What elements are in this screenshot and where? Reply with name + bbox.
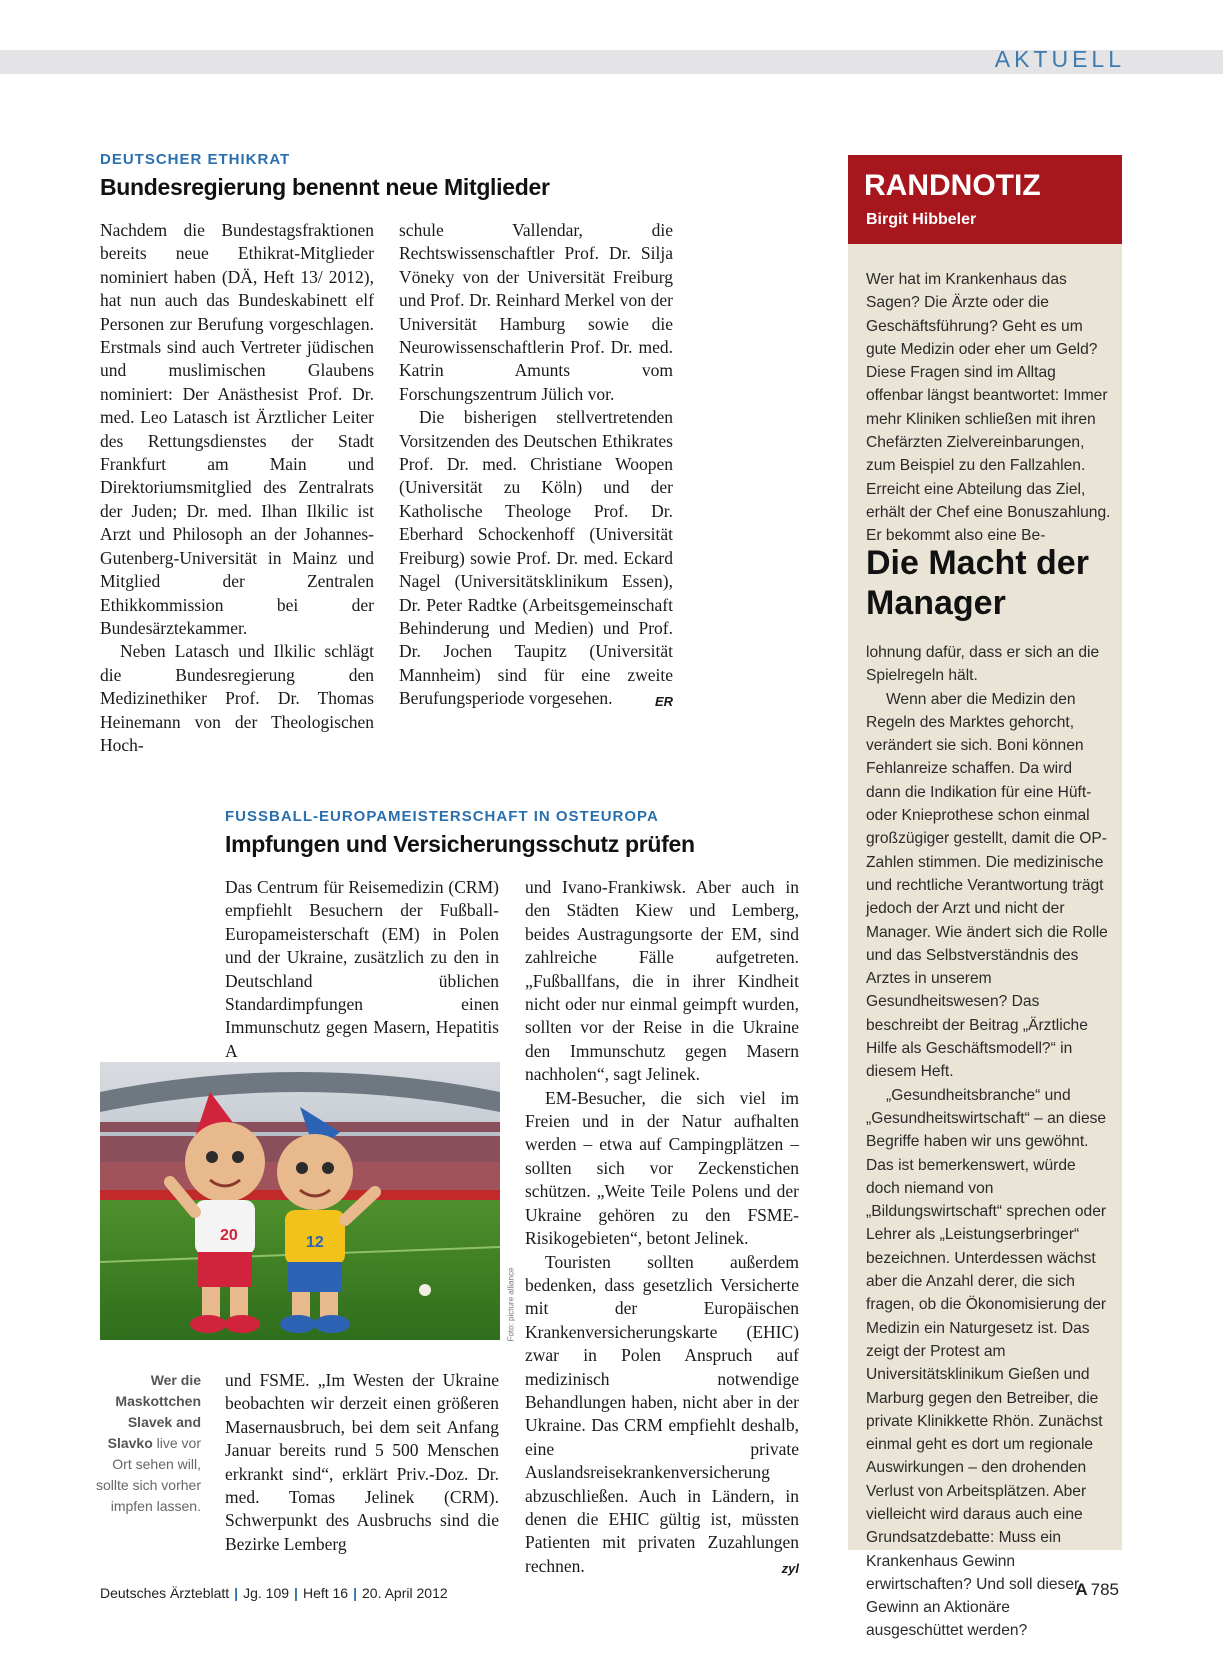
- sidebar-intro: [866, 268, 1111, 548]
- caption-text: live vor Ort sehen will, sollte sich vorher impfen lassen.: [95, 1435, 201, 1514]
- article1-column1: [100, 219, 374, 757]
- page-number: [1075, 1580, 1119, 1600]
- page-number-value: 785: [1090, 1580, 1119, 1599]
- journal-issue: Heft 16: [302, 1585, 349, 1601]
- article2-paragraph: und Ivano-Frankiwsk. Aber auch in den Städten Kiew und Lemberg, beides Austragungsorte der EM, sind zahlreiche Fälle aufgetreten. „Fußballfans, die in ihrer Kindheit nicht oder nur einmal geimpft wurden, sollten vor der Reise in die Ukraine den Immunschutz gegen Masern nachholen“, sagt Jelinek.: [525, 877, 799, 1085]
- article2-paragraph: EM-Besucher, die sich viel im Freien und in der Natur aufhalten werden – etwa auf Campingplätzen – sollten sich vor Zeckenstichen schützen. „Weite Teile Polens und der Ukraine gehören zu den FSME-Risikogebieten“, betont Jelinek.: [525, 1087, 799, 1249]
- mascots-photo: [100, 1062, 500, 1340]
- article1-headline: Bundesregierung benennt neue Mitglieder: [100, 174, 550, 200]
- journal-volume: Jg. 109: [243, 1585, 290, 1601]
- jersey-right-number: 12: [306, 1234, 324, 1251]
- journal-name: Deutsches Ärzteblatt: [100, 1585, 230, 1601]
- jersey-left-number: 20: [220, 1227, 238, 1244]
- section-label: AKTUELL: [994, 46, 1125, 72]
- article2-paragraph: und FSME. „Im Westen der Ukraine beobachten wir derzeit einen größeren Masernausbruch, bei dem seit Anfang Januar bereits rund 5 500 Menschen erkrankt sind“, erklärt Priv.-Doz. Dr. med. Tomas Jelinek (CRM). Schwerpunkt des Ausbruchs sind die Bezirke Lemberg: [225, 1370, 499, 1554]
- stadium-image: [100, 1062, 500, 1340]
- article2-headline: Impfungen und Versicherungsschutz prüfen: [225, 831, 695, 857]
- article1-paragraph: Nachdem die Bundestagsfraktionen bereits neue Ethikrat-Mitglieder nominiert haben (DÄ, Heft 13/ 2012), hat nun auch das Bundeskabinett elf Personen zur Berufung vorgeschlagen. Erstmals sind auch Vertreter jüdischen und muslimischen Glaubens nominiert: Der Anästhesist Prof. Dr. med. Leo Latasch ist Ärztlicher Leiter des Rettungsdienstes der Stadt Frankfurt am Main und Direktoriumsmitglied des Zentralrats der Juden; Dr. med. Ilhan Ilkilic ist Arzt und Philosoph an der Johannes-Gutenberg-Universität in Mainz und Mitglied der Zentralen Ethikkommission bei der Bundesärztekammer.: [100, 220, 374, 638]
- sidebar-paragraph: „Gesundheitsbranche“ und „Gesundheitswirtschaft“ – an diese Begriffe haben wir uns gewöhnt. Das ist bemerkenswert, würde doch niemand von „Bildungswirtschaft“ sprechen oder Lehrer als „Leistungserbringer“ bezeichnen. Unterdessen wächst aber die Anzahl derer, die sich fragen, ob die Ökonomisierung der Medizin ein Naturgesetz ist. Das zeigt der Protest am Universitätsklinikum Gießen und Marburg gegen den Betreiber, die private Klinikkette Rhön. Zunächst einmal geht es dort um regionale Auswirkungen – den drohenden Verlust von Arbeitsplätzen. Aber vielleicht wird daraus auch eine Grundsatzdebatte: Muss ein Krankenhaus Gewinn erwirtschaften? Und soll dieser Gewinn an Aktionäre ausgeschüttet werden?: [866, 1086, 1107, 1640]
- article1-paragraph: Neben Latasch und Ilkilic schlägt die Bundesregierung den Medizinethiker Prof. Dr. Thomas Heinemann von der Theologischen Hoch-: [100, 641, 374, 755]
- article1-signature: ER: [654, 693, 673, 709]
- sidebar-paragraph: Wenn aber die Medizin den Regeln des Marktes gehorcht, verändert sie sich. Boni können Fehlanreize schaffen. Da wird dann die Indikation für eine Hüft- oder Knieprothese schon einmal großzügiger gestellt, damit die OP-Zahlen stimmen. Die medizinische und rechtliche Verantwortung trägt jedoch der Arzt und nicht der Manager. Wie ändert sich die Rolle und das Selbstverständnis des Arztes in unserem Gesundheitswesen? Das beschreibt der Beitrag „Ärztliche Hilfe als Geschäftsmodell?“ in diesem Heft.: [866, 690, 1108, 1081]
- article2-column1-bottom: [225, 1369, 499, 1556]
- article1-paragraph: schule Vallendar, die Rechtswissenschaftler Prof. Dr. Silja Vöneky von der Universität Freiburg und Prof. Dr. Reinhard Merkel von der Universität Hamburg sowie die Neurowissenschaftlerin Prof. Dr. med. Katrin Amunts vom Forschungszentrum Jülich vor.: [399, 220, 673, 404]
- article1-column2: [399, 219, 673, 713]
- caption-bold: Wer die Maskottchen Slavek and Slavko: [107, 1372, 201, 1451]
- article2-signature: zyl: [781, 1561, 799, 1577]
- article2-column1-top: [225, 876, 499, 1063]
- page-footer: Deutsches Ärzteblatt | Jg. 109 | Heft 16 | 20. April 2012: [100, 1585, 448, 1601]
- article2-paragraph: Touristen sollten außerdem bedenken, dass gesetzlich Versicherte mit der Europäischen Krankenversicherungskarte (EHIC) zwar in Polen Anspruch auf medizinisch notwendige Behandlungen haben, nicht aber in der Ukraine. Das CRM empfiehlt deshalb, eine private Auslandsreisekrankenversicherung abzuschließen. Auch in Ländern, in denen die EHIC gültig ist, müssten Patienten mit privaten Zuzahlungen rechnen.: [525, 1251, 799, 1576]
- article2-kicker: FUSSBALL-EUROPAMEISTERSCHAFT IN OSTEUROPA: [225, 808, 659, 825]
- article2-paragraph: Das Centrum für Reisemedizin (CRM) empfiehlt Besuchern der Fußball-Europameisterschaft (EM) in Polen und der Ukraine, zusätzlich zu den in Deutschland üblichen Standardimpfungen einen Immunschutz gegen Masern, Hepatitis A: [225, 877, 499, 1061]
- page-prefix: A: [1075, 1580, 1088, 1599]
- sidebar-header: [848, 155, 1122, 244]
- article1-kicker: DEUTSCHER ETHIKRAT: [100, 151, 291, 168]
- sidebar-headline: Die Macht der Manager: [866, 544, 1089, 622]
- sidebar-author: Birgit Hibbeler: [866, 211, 977, 228]
- sidebar-paragraph: lohnung dafür, dass er sich an die Spielregeln hält.: [866, 644, 1100, 685]
- article2-column2: [525, 876, 799, 1581]
- journal-date: 20. April 2012: [362, 1585, 448, 1601]
- sidebar-paragraph: Wer hat im Krankenhaus das Sagen? Die Ärzte oder die Geschäftsführung? Geht es um gute Medizin oder eher um Geld? Diese Fragen sind im Alltag offenbar längst beantwortet: Immer mehr Kliniken schließen mit ihren Chefärzten Zielvereinbarungen, zum Beispiel zu den Fallzahlen. Erreicht eine Abteilung das Ziel, erhält der Chef eine Bonuszahlung. Er bekommt also eine Be-: [866, 271, 1111, 545]
- photo-caption: [88, 1370, 201, 1517]
- photo-credit: [500, 1267, 520, 1342]
- photo-credit-text: Foto: picture alliance: [506, 1267, 516, 1342]
- sidebar-body: [866, 641, 1111, 1643]
- sidebar-title: RANDNOTIZ: [864, 169, 1041, 202]
- article1-paragraph: Die bisherigen stellvertretenden Vorsitzenden des Deutschen Ethikrates Prof. Dr. med. Christiane Woopen (Universität zu Köln) und der Katholische Theologe Prof. Dr. Eberhard Schockenhoff (Universität Freiburg) sowie Prof. Dr. med. Eckard Nagel (Universitätsklinikum Essen), Dr. Peter Radtke (Arbeitsgemeinschaft Behinderung und Medien) und Prof. Dr. Jochen Taupitz (Universität Mannheim) sind für eine zweite Berufungsperiode vorgesehen.: [399, 407, 673, 709]
